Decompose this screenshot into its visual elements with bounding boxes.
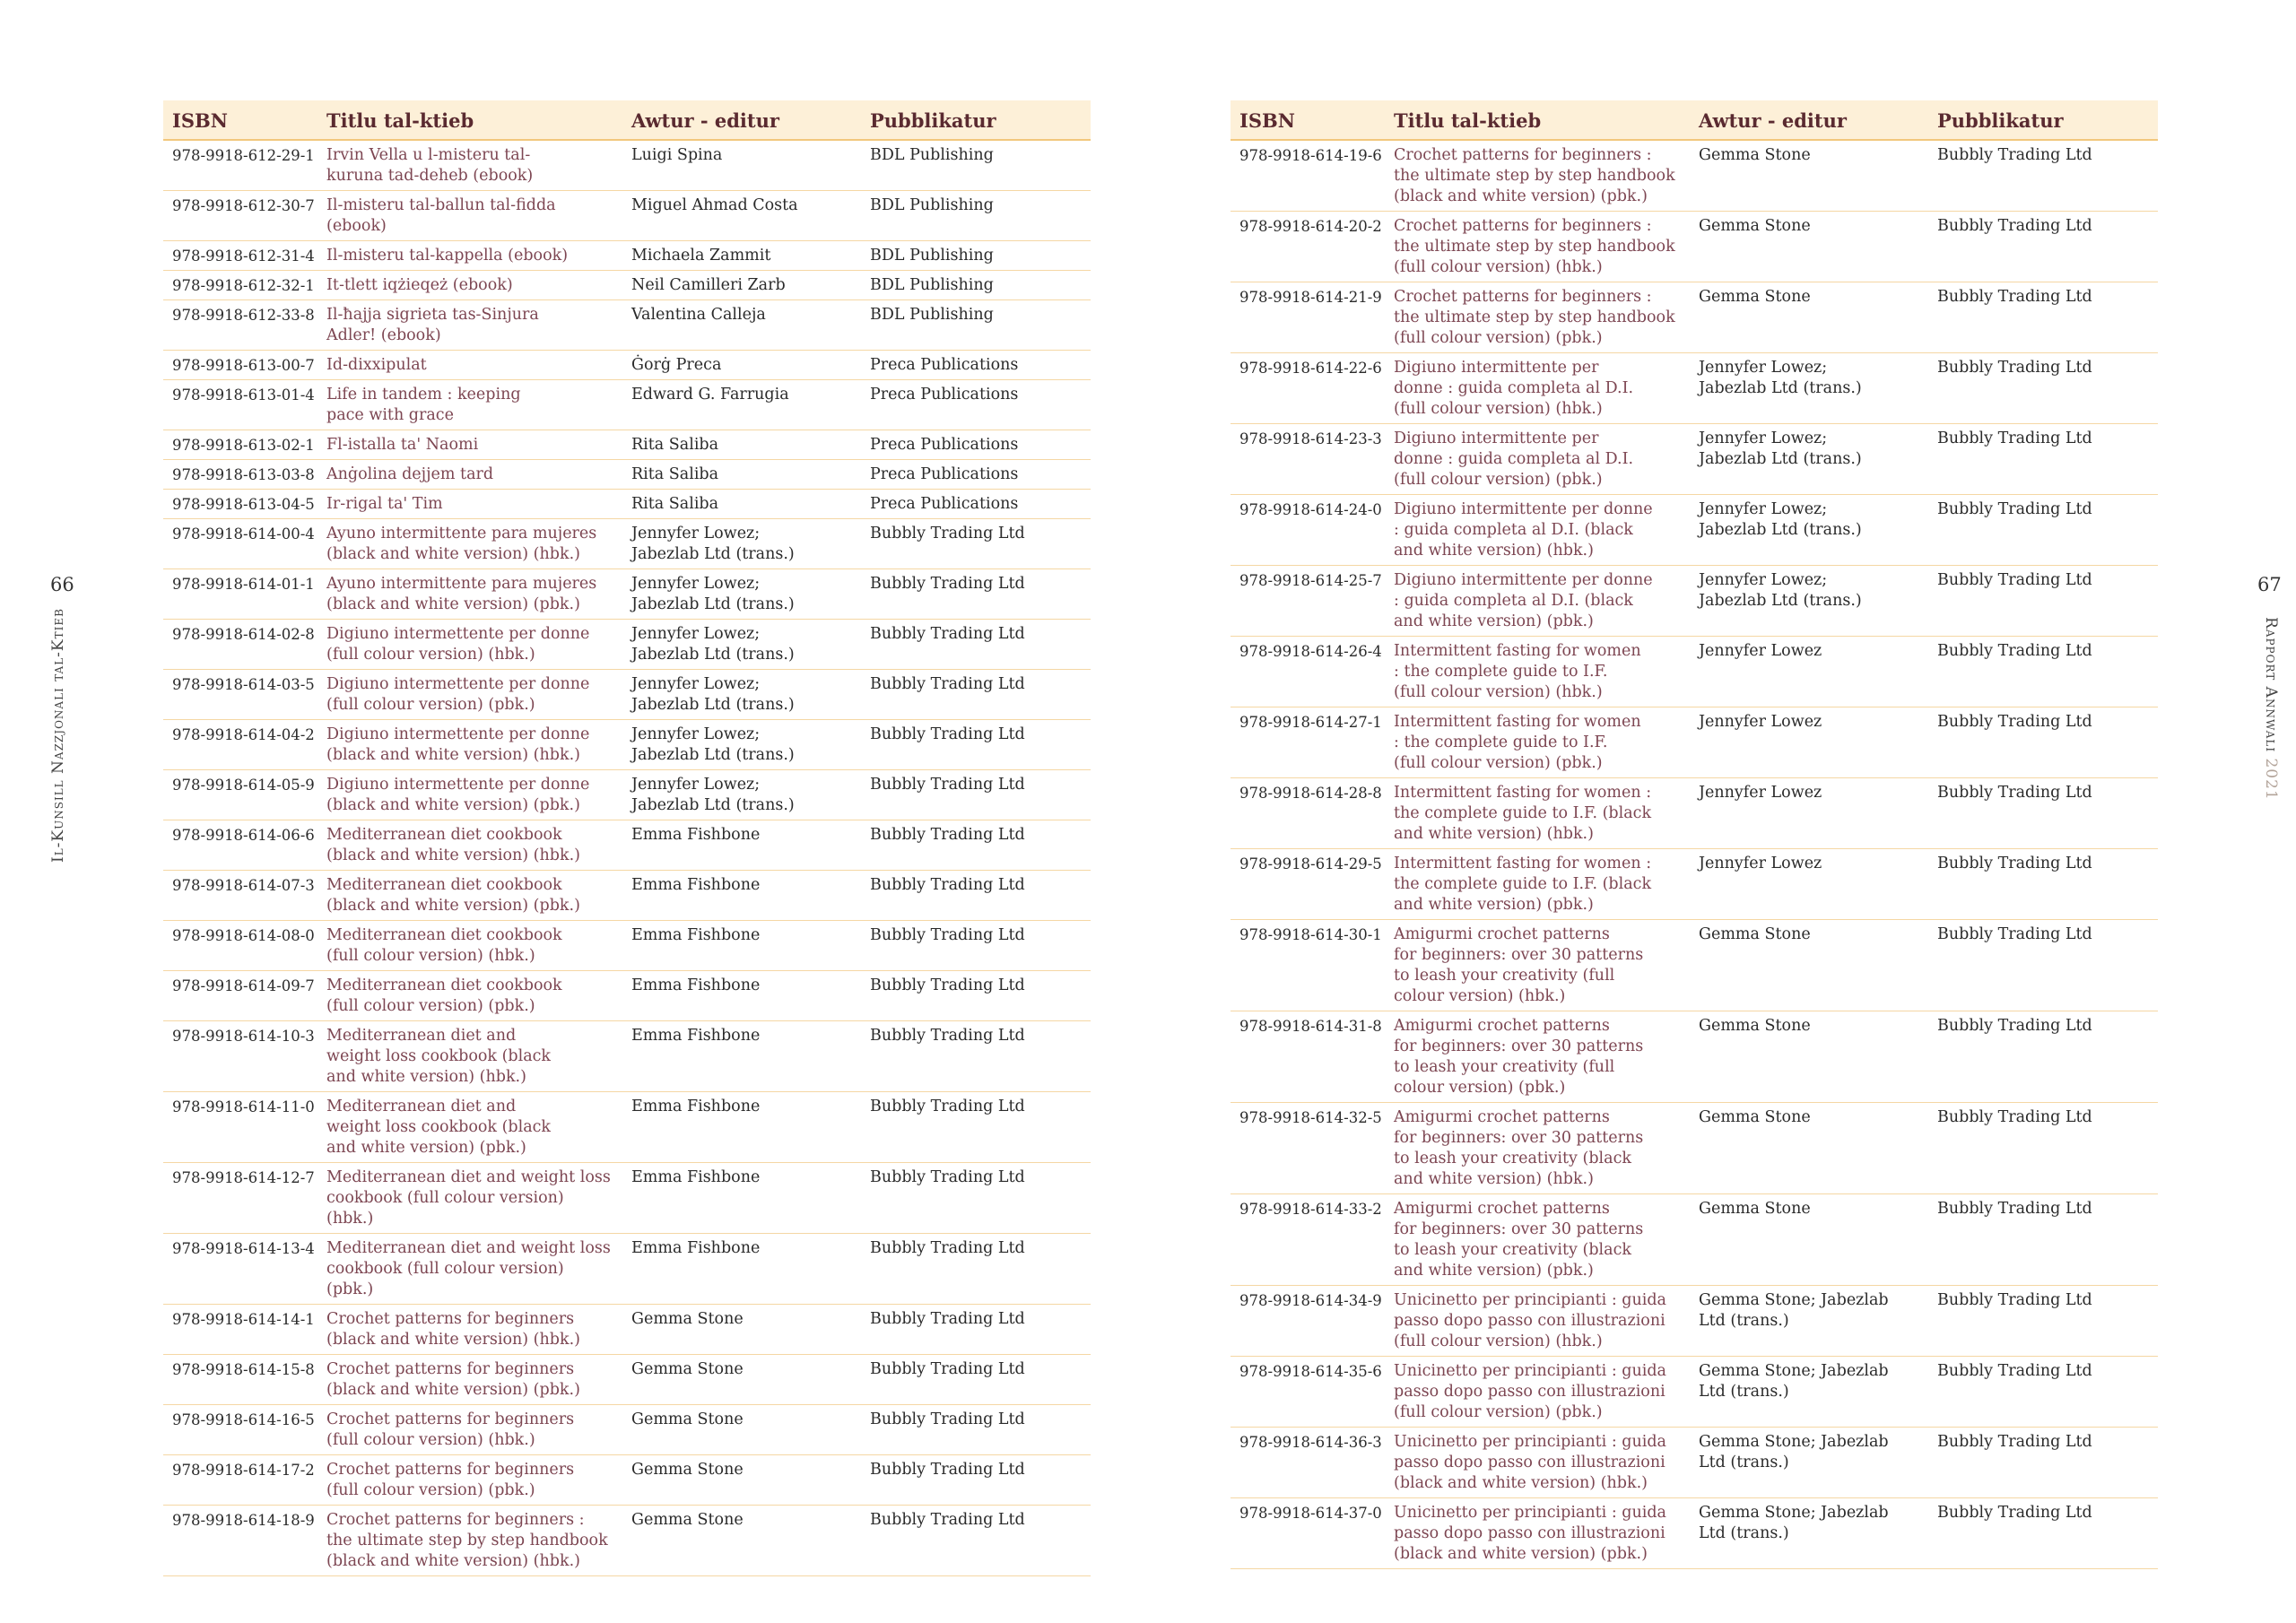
isbn-cell: 978-9918-614-21-9: [1231, 282, 1385, 353]
publisher-cell: Bubbly Trading Ltd: [861, 1405, 1091, 1455]
isbn-cell: 978-9918-612-29-1: [163, 140, 317, 191]
title-cell: Amigurmi crochet patterns for beginners: over 30 patterns to leash your creativity (black and white version) (hbk.): [1385, 1103, 1690, 1194]
right-page: [1148, 0, 2296, 1623]
title-cell: Il-misteru tal-kappella (ebook): [317, 241, 622, 271]
author-cell: Gemma Stone: [1690, 920, 1928, 1011]
publisher-cell: Bubbly Trading Ltd: [1928, 424, 2158, 495]
publisher-cell: Bubbly Trading Ltd: [861, 670, 1091, 720]
author-cell: Jennyfer Lowez; Jabezlab Ltd (trans.): [622, 519, 861, 569]
publisher-cell: Bubbly Trading Ltd: [861, 921, 1091, 971]
isbn-cell: 978-9918-614-08-0: [163, 921, 317, 971]
isbn-cell: 978-9918-614-30-1: [1231, 920, 1385, 1011]
title-cell: Digiuno intermittente per donne : guida completa al D.I. (full colour version) (pbk.): [1385, 424, 1690, 495]
publisher-cell: Bubbly Trading Ltd: [1928, 637, 2158, 707]
running-year: 2021: [2262, 758, 2280, 801]
table-row: [163, 971, 1091, 1021]
table-row: [163, 191, 1091, 241]
isbn-cell: 978-9918-613-01-4: [163, 380, 317, 430]
author-cell: Jennyfer Lowez; Jabezlab Ltd (trans.): [622, 770, 861, 820]
publisher-cell: Bubbly Trading Ltd: [1928, 1011, 2158, 1103]
running-title-text: Rapport Annwali: [2262, 617, 2280, 753]
table-row: [1231, 920, 2158, 1011]
isbn-cell: 978-9918-614-28-8: [1231, 778, 1385, 849]
table-row: [163, 569, 1091, 620]
publisher-cell: Bubbly Trading Ltd: [861, 569, 1091, 620]
title-cell: Ayuno intermittente para mujeres (black and white version) (hbk.): [317, 519, 622, 569]
title-cell: Amigurmi crochet patterns for beginners: over 30 patterns to leash your creativity (full colour version) (hbk.): [1385, 920, 1690, 1011]
publisher-cell: Bubbly Trading Ltd: [1928, 920, 2158, 1011]
header-author: Awtur - editur: [1690, 100, 1928, 140]
title-cell: Digiuno intermettente per donne (full colour version) (pbk.): [317, 670, 622, 720]
title-cell: Irvin Vella u l-misteru tal- kuruna tad-deheb (ebook): [317, 140, 622, 191]
isbn-cell: 978-9918-612-32-1: [163, 271, 317, 300]
title-cell: Fl-istalla ta' Naomi: [317, 430, 622, 460]
table-row: [163, 820, 1091, 871]
table-row: [163, 620, 1091, 670]
table-row: [1231, 353, 2158, 424]
table-row: [163, 460, 1091, 490]
isbn-table-left: [163, 100, 1091, 1576]
table-row: [163, 430, 1091, 460]
publisher-cell: Bubbly Trading Ltd: [1928, 1428, 2158, 1498]
title-cell: Digiuno intermettente per donne (black and white version) (hbk.): [317, 720, 622, 770]
publisher-cell: Bubbly Trading Ltd: [1928, 778, 2158, 849]
table-row: [163, 1506, 1091, 1576]
publisher-cell: Preca Publications: [861, 490, 1091, 519]
publisher-cell: Bubbly Trading Ltd: [861, 971, 1091, 1021]
title-cell: Crochet patterns for beginners (black and white version) (hbk.): [317, 1305, 622, 1355]
table-header-row: [163, 100, 1091, 140]
isbn-cell: 978-9918-614-22-6: [1231, 353, 1385, 424]
table-body: [1231, 140, 2158, 1569]
title-cell: Crochet patterns for beginners : the ultimate step by step handbook (black and white version) (hbk.): [317, 1506, 622, 1576]
header-title: Titlu tal-ktieb: [317, 100, 622, 140]
publisher-cell: Bubbly Trading Ltd: [861, 1234, 1091, 1305]
isbn-table-right: [1231, 100, 2158, 1569]
page-number: 66: [50, 574, 74, 595]
isbn-cell: 978-9918-614-23-3: [1231, 424, 1385, 495]
title-cell: Mediterranean diet and weight loss cookbook (black and white version) (hbk.): [317, 1021, 622, 1092]
table-row: [163, 351, 1091, 380]
publisher-cell: Bubbly Trading Ltd: [861, 1021, 1091, 1092]
table-row: [163, 1355, 1091, 1405]
title-cell: Intermittent fasting for women : the complete guide to I.F. (black and white version) (pbk.): [1385, 849, 1690, 920]
isbn-cell: 978-9918-614-31-8: [1231, 1011, 1385, 1103]
page-number: 67: [2257, 574, 2282, 595]
publisher-cell: Bubbly Trading Ltd: [861, 1506, 1091, 1576]
isbn-cell: 978-9918-614-35-6: [1231, 1357, 1385, 1428]
title-cell: Crochet patterns for beginners : the ultimate step by step handbook (black and white version) (pbk.): [1385, 140, 1690, 212]
table-row: [1231, 212, 2158, 282]
publisher-cell: BDL Publishing: [861, 271, 1091, 300]
author-cell: Jennyfer Lowez; Jabezlab Ltd (trans.): [1690, 353, 1928, 424]
title-cell: Crochet patterns for beginners (black and white version) (pbk.): [317, 1355, 622, 1405]
isbn-cell: 978-9918-614-02-8: [163, 620, 317, 670]
author-cell: Gemma Stone: [622, 1506, 861, 1576]
publisher-cell: Bubbly Trading Ltd: [1928, 566, 2158, 637]
table-row: [1231, 637, 2158, 707]
publisher-cell: Preca Publications: [861, 380, 1091, 430]
title-cell: Crochet patterns for beginners (full colour version) (pbk.): [317, 1455, 622, 1506]
isbn-cell: 978-9918-614-29-5: [1231, 849, 1385, 920]
publisher-cell: Bubbly Trading Ltd: [1928, 495, 2158, 566]
title-cell: Unicinetto per principianti : guida passo dopo passo con illustrazioni (black and white version) (hbk.): [1385, 1428, 1690, 1498]
publisher-cell: Bubbly Trading Ltd: [1928, 1194, 2158, 1286]
isbn-cell: 978-9918-614-13-4: [163, 1234, 317, 1305]
table-row: [163, 140, 1091, 191]
author-cell: Rita Saliba: [622, 430, 861, 460]
title-cell: Digiuno intermittente per donne : guida completa al D.I. (black and white version) (pbk.): [1385, 566, 1690, 637]
author-cell: Gemma Stone; Jabezlab Ltd (trans.): [1690, 1357, 1928, 1428]
publisher-cell: Bubbly Trading Ltd: [1928, 1357, 2158, 1428]
table-row: [1231, 1103, 2158, 1194]
title-cell: Ir-rigal ta' Tim: [317, 490, 622, 519]
isbn-cell: 978-9918-614-25-7: [1231, 566, 1385, 637]
author-cell: Emma Fishbone: [622, 820, 861, 871]
isbn-cell: 978-9918-614-17-2: [163, 1455, 317, 1506]
title-cell: Unicinetto per principianti : guida passo dopo passo con illustrazioni (full colour version) (pbk.): [1385, 1357, 1690, 1428]
author-cell: Gemma Stone: [622, 1305, 861, 1355]
author-cell: Gemma Stone: [622, 1355, 861, 1405]
table-row: [163, 1455, 1091, 1506]
table-row: [1231, 282, 2158, 353]
publisher-cell: Bubbly Trading Ltd: [861, 820, 1091, 871]
table-row: [1231, 1498, 2158, 1569]
table-row: [1231, 424, 2158, 495]
table-row: [163, 720, 1091, 770]
isbn-cell: 978-9918-612-31-4: [163, 241, 317, 271]
title-cell: Digiuno intermittente per donne : guida completa al D.I. (black and white version) (hbk.): [1385, 495, 1690, 566]
title-cell: Unicinetto per principianti : guida passo dopo passo con illustrazioni (black and white version) (pbk.): [1385, 1498, 1690, 1569]
author-cell: Gemma Stone: [622, 1455, 861, 1506]
table-header-row: [1231, 100, 2158, 140]
publisher-cell: Bubbly Trading Ltd: [1928, 353, 2158, 424]
running-title: [49, 608, 67, 863]
table-row: [163, 1092, 1091, 1163]
table-row: [163, 1405, 1091, 1455]
title-cell: It-tlett iqżieqeż (ebook): [317, 271, 622, 300]
author-cell: Neil Camilleri Zarb: [622, 271, 861, 300]
title-cell: Unicinetto per principianti : guida passo dopo passo con illustrazioni (full colour version) (hbk.): [1385, 1286, 1690, 1357]
author-cell: Luigi Spina: [622, 140, 861, 191]
author-cell: Miguel Ahmad Costa: [622, 191, 861, 241]
title-cell: Digiuno intermittente per donne : guida completa al D.I. (full colour version) (hbk.): [1385, 353, 1690, 424]
table-row: [163, 770, 1091, 820]
author-cell: Jennyfer Lowez: [1690, 849, 1928, 920]
table-row: [1231, 1194, 2158, 1286]
publisher-cell: Bubbly Trading Ltd: [861, 720, 1091, 770]
isbn-cell: 978-9918-612-30-7: [163, 191, 317, 241]
title-cell: Mediterranean diet cookbook (black and white version) (hbk.): [317, 820, 622, 871]
isbn-cell: 978-9918-614-06-6: [163, 820, 317, 871]
publisher-cell: Bubbly Trading Ltd: [1928, 1286, 2158, 1357]
title-cell: Amigurmi crochet patterns for beginners: over 30 patterns to leash your creativity (black and white version) (pbk.): [1385, 1194, 1690, 1286]
publisher-cell: Bubbly Trading Ltd: [1928, 282, 2158, 353]
publisher-cell: Bubbly Trading Ltd: [861, 1163, 1091, 1234]
table-row: [1231, 707, 2158, 778]
isbn-cell: 978-9918-614-18-9: [163, 1506, 317, 1576]
table-row: [1231, 1286, 2158, 1357]
publisher-cell: BDL Publishing: [861, 191, 1091, 241]
header-isbn: ISBN: [163, 100, 317, 140]
isbn-cell: 978-9918-614-01-1: [163, 569, 317, 620]
table-row: [163, 271, 1091, 300]
author-cell: Emma Fishbone: [622, 1092, 861, 1163]
table-row: [163, 380, 1091, 430]
table-row: [163, 871, 1091, 921]
author-cell: Ġorġ Preca: [622, 351, 861, 380]
isbn-cell: 978-9918-614-36-3: [1231, 1428, 1385, 1498]
author-cell: Gemma Stone; Jabezlab Ltd (trans.): [1690, 1428, 1928, 1498]
title-cell: Crochet patterns for beginners : the ultimate step by step handbook (full colour version) (pbk.): [1385, 282, 1690, 353]
publisher-cell: Bubbly Trading Ltd: [861, 1455, 1091, 1506]
title-cell: Ayuno intermittente para mujeres (black and white version) (pbk.): [317, 569, 622, 620]
header-publisher: Pubblikatur: [861, 100, 1091, 140]
table-row: [1231, 1011, 2158, 1103]
author-cell: Jennyfer Lowez; Jabezlab Ltd (trans.): [622, 720, 861, 770]
title-cell: Mediterranean diet and weight loss cookbook (black and white version) (pbk.): [317, 1092, 622, 1163]
author-cell: Jennyfer Lowez; Jabezlab Ltd (trans.): [1690, 566, 1928, 637]
author-cell: Jennyfer Lowez; Jabezlab Ltd (trans.): [1690, 495, 1928, 566]
isbn-cell: 978-9918-614-09-7: [163, 971, 317, 1021]
author-cell: Emma Fishbone: [622, 871, 861, 921]
publisher-cell: Preca Publications: [861, 430, 1091, 460]
author-cell: Gemma Stone: [1690, 1011, 1928, 1103]
isbn-cell: 978-9918-612-33-8: [163, 300, 317, 351]
publisher-cell: Preca Publications: [861, 460, 1091, 490]
table-row: [163, 1021, 1091, 1092]
publisher-cell: Bubbly Trading Ltd: [861, 1092, 1091, 1163]
publisher-cell: Bubbly Trading Ltd: [861, 620, 1091, 670]
table-row: [163, 921, 1091, 971]
table-row: [163, 490, 1091, 519]
table-row: [163, 1305, 1091, 1355]
author-cell: Valentina Calleja: [622, 300, 861, 351]
title-cell: Mediterranean diet and weight loss cookbook (full colour version) (hbk.): [317, 1163, 622, 1234]
author-cell: Jennyfer Lowez; Jabezlab Ltd (trans.): [622, 569, 861, 620]
running-title-text: Il-Kunsill Nazzjonali tal-Ktieb: [49, 608, 67, 863]
author-cell: Emma Fishbone: [622, 1234, 861, 1305]
table-row: [163, 1234, 1091, 1305]
table-row: [1231, 140, 2158, 212]
title-cell: Life in tandem : keeping pace with grace: [317, 380, 622, 430]
isbn-cell: 978-9918-614-20-2: [1231, 212, 1385, 282]
author-cell: Gemma Stone: [1690, 1103, 1928, 1194]
isbn-cell: 978-9918-614-37-0: [1231, 1498, 1385, 1569]
isbn-cell: 978-9918-614-26-4: [1231, 637, 1385, 707]
isbn-cell: 978-9918-613-03-8: [163, 460, 317, 490]
running-title: [2262, 617, 2280, 801]
author-cell: Gemma Stone: [1690, 282, 1928, 353]
title-cell: Il-ħajja sigrieta tas-Sinjura Adler! (ebook): [317, 300, 622, 351]
isbn-cell: 978-9918-614-10-3: [163, 1021, 317, 1092]
title-cell: Intermittent fasting for women : the complete guide to I.F. (full colour version) (pbk.): [1385, 707, 1690, 778]
isbn-cell: 978-9918-614-33-2: [1231, 1194, 1385, 1286]
author-cell: Gemma Stone; Jabezlab Ltd (trans.): [1690, 1498, 1928, 1569]
isbn-cell: 978-9918-614-34-9: [1231, 1286, 1385, 1357]
isbn-cell: 978-9918-614-27-1: [1231, 707, 1385, 778]
publisher-cell: Bubbly Trading Ltd: [861, 519, 1091, 569]
author-cell: Emma Fishbone: [622, 1021, 861, 1092]
header-author: Awtur - editur: [622, 100, 861, 140]
title-cell: Digiuno intermettente per donne (black and white version) (pbk.): [317, 770, 622, 820]
isbn-cell: 978-9918-614-03-5: [163, 670, 317, 720]
author-cell: Emma Fishbone: [622, 971, 861, 1021]
table-row: [163, 300, 1091, 351]
title-cell: Id-dixxipulat: [317, 351, 622, 380]
publisher-cell: Bubbly Trading Ltd: [1928, 140, 2158, 212]
author-cell: Edward G. Farrugia: [622, 380, 861, 430]
header-title: Titlu tal-ktieb: [1385, 100, 1690, 140]
title-cell: Mediterranean diet cookbook (full colour version) (pbk.): [317, 971, 622, 1021]
publisher-cell: Bubbly Trading Ltd: [1928, 212, 2158, 282]
title-cell: Mediterranean diet cookbook (black and white version) (pbk.): [317, 871, 622, 921]
table-row: [1231, 849, 2158, 920]
isbn-cell: 978-9918-613-02-1: [163, 430, 317, 460]
author-cell: Rita Saliba: [622, 460, 861, 490]
isbn-cell: 978-9918-614-32-5: [1231, 1103, 1385, 1194]
isbn-cell: 978-9918-614-19-6: [1231, 140, 1385, 212]
header-publisher: Pubblikatur: [1928, 100, 2158, 140]
table-row: [163, 1163, 1091, 1234]
publisher-cell: Bubbly Trading Ltd: [861, 1305, 1091, 1355]
author-cell: Jennyfer Lowez; Jabezlab Ltd (trans.): [622, 620, 861, 670]
publisher-cell: Preca Publications: [861, 351, 1091, 380]
author-cell: Gemma Stone: [1690, 1194, 1928, 1286]
title-cell: Intermittent fasting for women : the complete guide to I.F. (full colour version) (hbk.): [1385, 637, 1690, 707]
publisher-cell: Bubbly Trading Ltd: [1928, 707, 2158, 778]
isbn-cell: 978-9918-614-24-0: [1231, 495, 1385, 566]
title-cell: Crochet patterns for beginners : the ultimate step by step handbook (full colour version) (hbk.): [1385, 212, 1690, 282]
author-cell: Gemma Stone: [1690, 140, 1928, 212]
isbn-cell: 978-9918-614-11-0: [163, 1092, 317, 1163]
publisher-cell: Bubbly Trading Ltd: [1928, 1498, 2158, 1569]
author-cell: Jennyfer Lowez; Jabezlab Ltd (trans.): [1690, 424, 1928, 495]
table-row: [163, 670, 1091, 720]
author-cell: Gemma Stone; Jabezlab Ltd (trans.): [1690, 1286, 1928, 1357]
publisher-cell: Bubbly Trading Ltd: [861, 871, 1091, 921]
title-cell: Il-misteru tal-ballun tal-fidda (ebook): [317, 191, 622, 241]
author-cell: Emma Fishbone: [622, 1163, 861, 1234]
title-cell: Mediterranean diet cookbook (full colour version) (hbk.): [317, 921, 622, 971]
header-isbn: ISBN: [1231, 100, 1385, 140]
title-cell: Anġolina dejjem tard: [317, 460, 622, 490]
author-cell: Gemma Stone: [622, 1405, 861, 1455]
title-cell: Mediterranean diet and weight loss cookbook (full colour version) (pbk.): [317, 1234, 622, 1305]
publisher-cell: Bubbly Trading Ltd: [1928, 849, 2158, 920]
isbn-cell: 978-9918-614-07-3: [163, 871, 317, 921]
author-cell: Jennyfer Lowez; Jabezlab Ltd (trans.): [622, 670, 861, 720]
table-row: [163, 241, 1091, 271]
title-cell: Amigurmi crochet patterns for beginners: over 30 patterns to leash your creativity (full colour version) (pbk.): [1385, 1011, 1690, 1103]
table-row: [163, 519, 1091, 569]
author-cell: Gemma Stone: [1690, 212, 1928, 282]
title-cell: Crochet patterns for beginners (full colour version) (hbk.): [317, 1405, 622, 1455]
isbn-cell: 978-9918-614-04-2: [163, 720, 317, 770]
isbn-cell: 978-9918-613-04-5: [163, 490, 317, 519]
author-cell: Michaela Zammit: [622, 241, 861, 271]
table-row: [1231, 1357, 2158, 1428]
isbn-cell: 978-9918-614-12-7: [163, 1163, 317, 1234]
author-cell: Jennyfer Lowez: [1690, 637, 1928, 707]
publisher-cell: BDL Publishing: [861, 241, 1091, 271]
isbn-cell: 978-9918-614-05-9: [163, 770, 317, 820]
isbn-cell: 978-9918-614-15-8: [163, 1355, 317, 1405]
author-cell: Jennyfer Lowez: [1690, 778, 1928, 849]
publisher-cell: Bubbly Trading Ltd: [861, 1355, 1091, 1405]
author-cell: Rita Saliba: [622, 490, 861, 519]
author-cell: Emma Fishbone: [622, 921, 861, 971]
table-row: [1231, 778, 2158, 849]
publisher-cell: Bubbly Trading Ltd: [1928, 1103, 2158, 1194]
author-cell: Jennyfer Lowez: [1690, 707, 1928, 778]
isbn-cell: 978-9918-614-16-5: [163, 1405, 317, 1455]
publisher-cell: Bubbly Trading Ltd: [861, 770, 1091, 820]
title-cell: Intermittent fasting for women : the complete guide to I.F. (black and white version) (hbk.): [1385, 778, 1690, 849]
table-row: [1231, 1428, 2158, 1498]
table-row: [1231, 495, 2158, 566]
isbn-cell: 978-9918-613-00-7: [163, 351, 317, 380]
isbn-cell: 978-9918-614-14-1: [163, 1305, 317, 1355]
publisher-cell: BDL Publishing: [861, 300, 1091, 351]
isbn-cell: 978-9918-614-00-4: [163, 519, 317, 569]
title-cell: Digiuno intermettente per donne (full colour version) (hbk.): [317, 620, 622, 670]
table-body: [163, 140, 1091, 1576]
publisher-cell: BDL Publishing: [861, 140, 1091, 191]
table-row: [1231, 566, 2158, 637]
